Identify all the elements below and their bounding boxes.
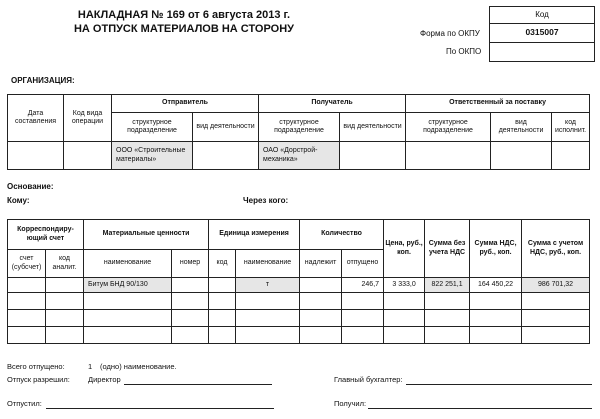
sum-no-vat-header: Сумма без учета НДС <box>425 220 470 278</box>
receiver-activity-sub: вид деятельности <box>340 113 406 142</box>
parties-table <box>7 94 590 170</box>
okpu-code: 0315007 <box>490 24 595 43</box>
total-words: (одно) наименование. <box>100 362 177 371</box>
released-sub: отпущено <box>342 250 384 278</box>
accountant-label: Главный бухгалтер: <box>334 375 403 384</box>
responsible-activity-sub: вид деятельности <box>491 113 552 142</box>
accountant-signature-line <box>406 384 592 385</box>
corr-account-header: Корреспондиру-ющий счет <box>8 220 84 250</box>
sender-header: Отправитель <box>112 95 259 113</box>
operation-code-header: Код вида операции <box>64 95 112 142</box>
sender-struct-sub: структурное подразделение <box>112 113 193 142</box>
received-label: Получил: <box>334 399 367 408</box>
through-label: Через кого: <box>243 196 289 205</box>
unit-name-sub: наименование <box>236 250 300 278</box>
receiver-value: ОАО «Дорстрой-механика» <box>259 142 340 170</box>
sum-no-vat-value: 822 251,1 <box>425 278 470 293</box>
organization-label: ОРГАНИЗАЦИЯ: <box>11 76 75 85</box>
unit-name: т <box>236 278 300 293</box>
unit-header: Единица измерения <box>209 220 300 250</box>
price-value: 3 333,0 <box>384 278 425 293</box>
quantity-header: Количество <box>300 220 384 250</box>
vat-value: 164 450,22 <box>470 278 522 293</box>
vat-header: Сумма НДС, руб., коп. <box>470 220 522 278</box>
analytic-sub: код аналит. <box>46 250 84 278</box>
responsible-header: Ответственный за поставку <box>406 95 590 113</box>
sender-value: ООО «Строительные материалы» <box>112 142 193 170</box>
responsible-code-sub: код исполнит. <box>552 113 590 142</box>
materials-header: Материальные ценности <box>84 220 209 250</box>
released-qty: 246,7 <box>342 278 384 293</box>
okpu-label: Форма по ОКПУ <box>420 29 480 38</box>
sum-with-vat-value: 986 701,32 <box>522 278 590 293</box>
unit-code-sub: код <box>209 250 236 278</box>
table-row <box>8 327 590 344</box>
sum-with-vat-header: Сумма с учетом НДС, руб., коп. <box>522 220 590 278</box>
account-sub: счет (субсчет) <box>8 250 46 278</box>
received-signature-line <box>368 408 592 409</box>
material-name-sub: наименование <box>84 250 172 278</box>
director-label: Директор <box>88 375 121 384</box>
allowed-label: Отпуск разрешил: <box>7 375 70 384</box>
code-box <box>489 6 595 62</box>
basis-label: Основание: <box>7 182 54 191</box>
total-count: 1 <box>88 362 93 371</box>
table-row <box>8 310 590 327</box>
responsible-struct-sub: структурное подразделение <box>406 113 491 142</box>
document-subtitle: НА ОТПУСК МАТЕРИАЛОВ НА СТОРОНУ <box>73 23 295 35</box>
material-number-sub: номер <box>172 250 209 278</box>
released-by-signature-line <box>46 408 274 409</box>
okpo-label: По ОКПО <box>446 47 482 56</box>
to-whom-label: Кому: <box>7 196 30 205</box>
required-sub: надлежит <box>300 250 342 278</box>
director-signature-line <box>124 384 272 385</box>
date-header: Дата составления <box>8 95 64 142</box>
price-header: Цена, руб., коп. <box>384 220 425 278</box>
document-title: НАКЛАДНАЯ № 169 от 6 августа 2013 г. <box>77 9 291 21</box>
table-row <box>8 293 590 310</box>
released-by-label: Отпустил: <box>7 399 42 408</box>
materials-table <box>7 219 590 344</box>
code-header: Код <box>490 7 595 24</box>
receiver-header: Получатель <box>259 95 406 113</box>
material-name: Битум БНД 90/130 <box>84 278 172 293</box>
table-row <box>8 278 590 293</box>
okpo-code <box>490 43 595 62</box>
total-label: Всего отпущено: <box>7 362 65 371</box>
receiver-struct-sub: структурное подразделение <box>259 113 340 142</box>
sender-activity-sub: вид деятельности <box>193 113 259 142</box>
